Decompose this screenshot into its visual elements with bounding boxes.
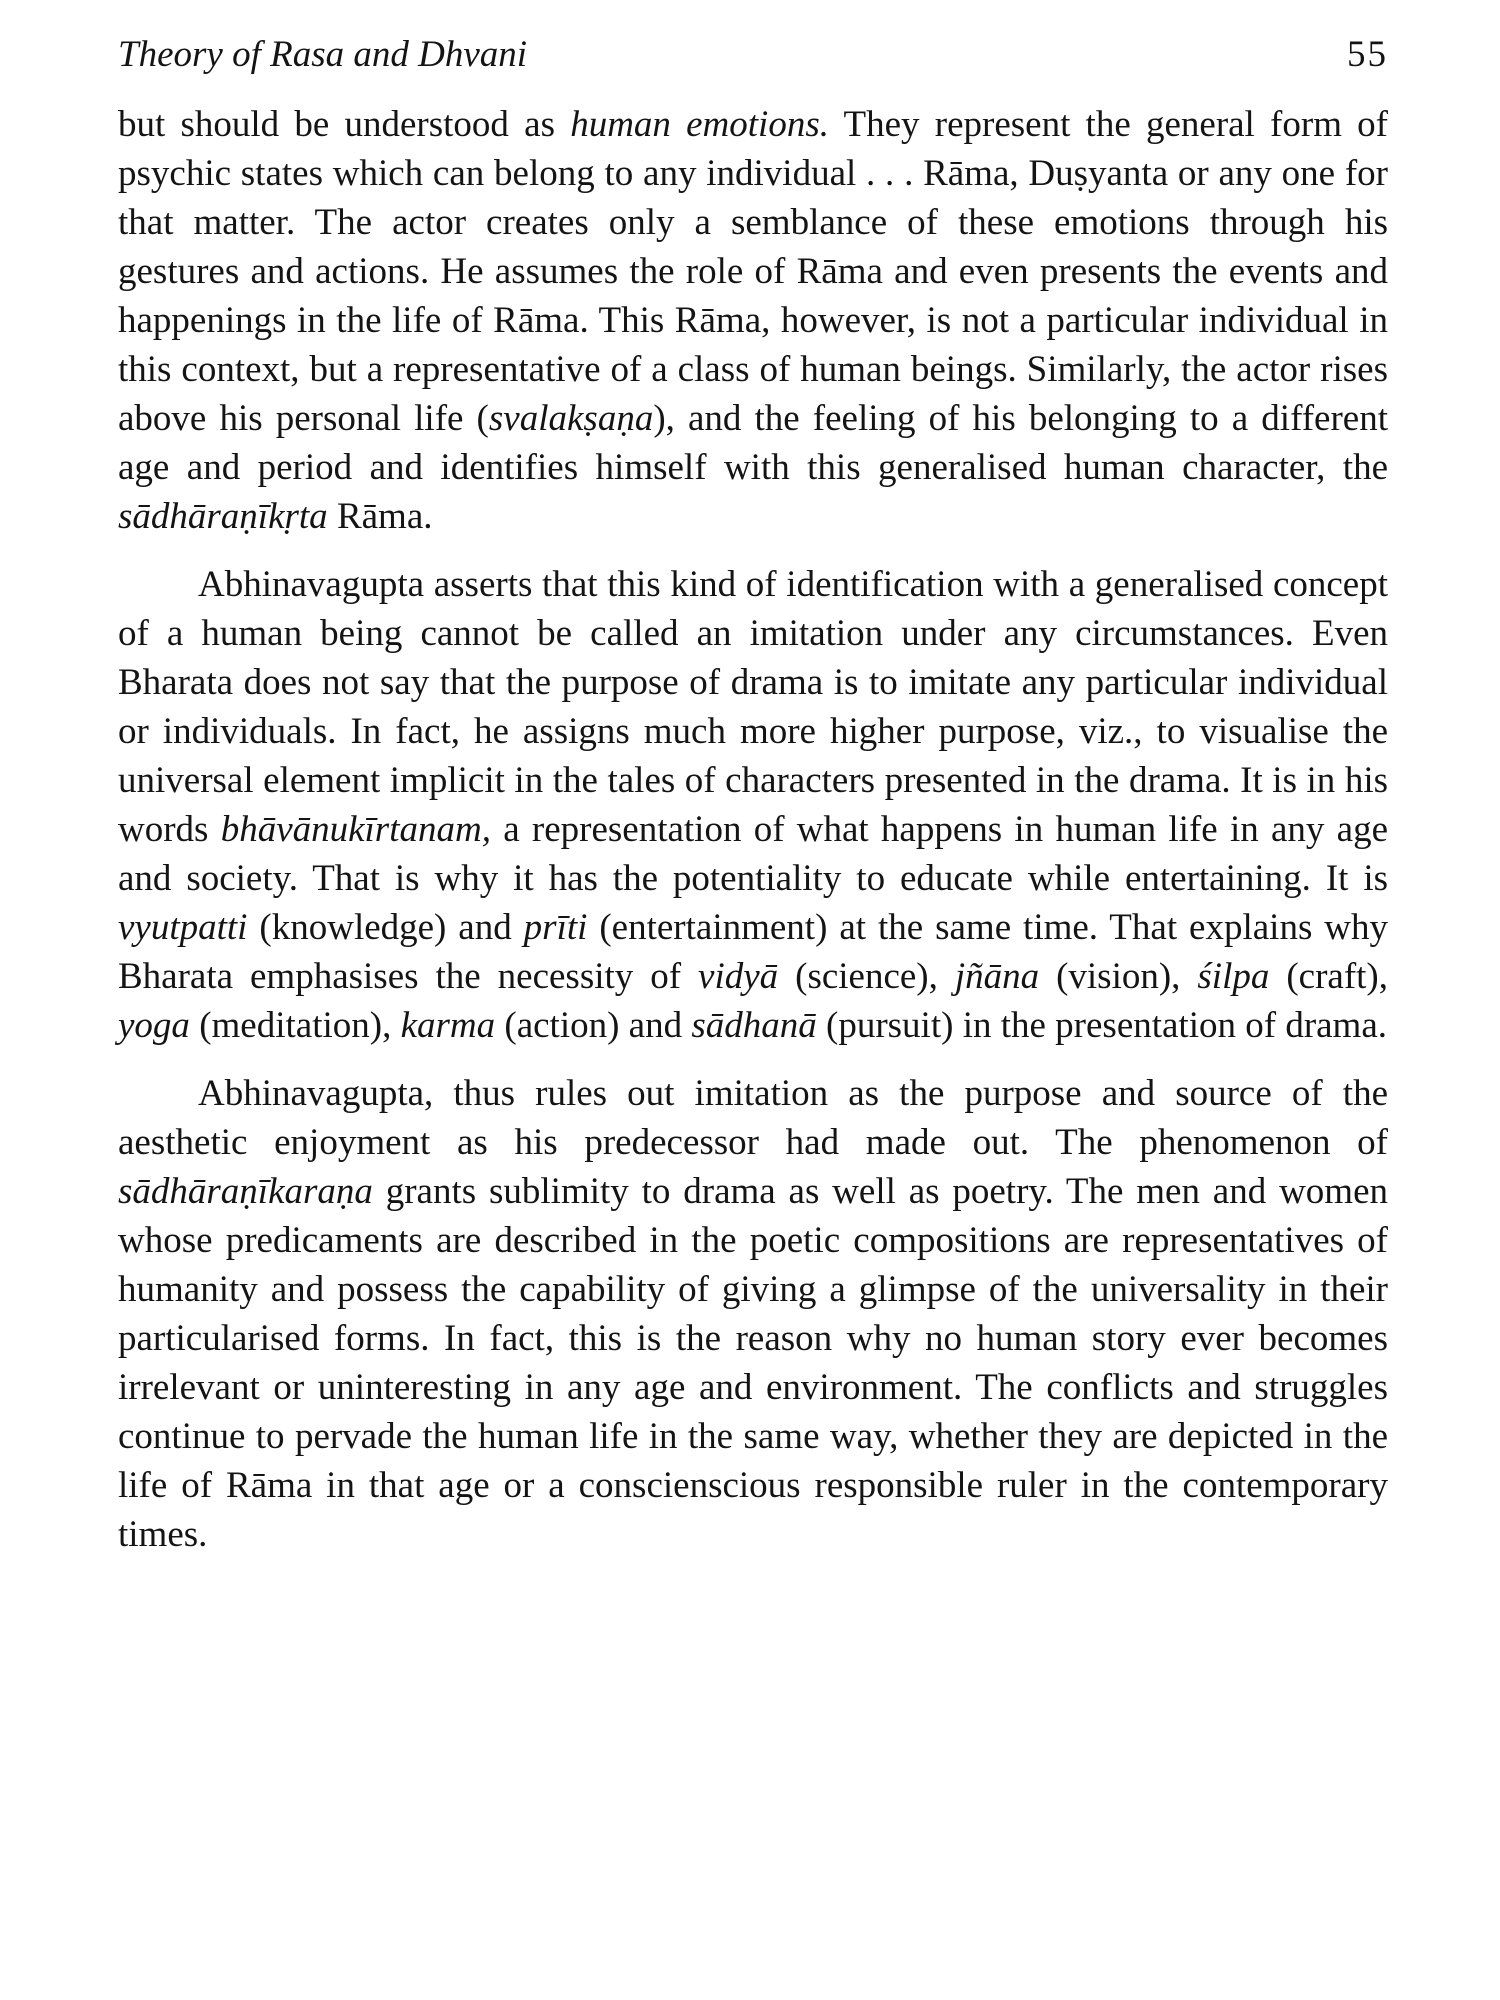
italic-term: yoga: [118, 1005, 190, 1046]
italic-term: sādhāraṇīkaraṇa: [118, 1171, 373, 1212]
page-number: 55: [1347, 34, 1388, 75]
paragraph-3: [118, 1069, 1388, 1559]
italic-term: vyutpatti: [118, 907, 248, 948]
text-run: (meditation),: [189, 1005, 401, 1046]
italic-term: svalakṣaṇa: [488, 398, 654, 439]
text-run: They represent the general form of psychic states which can belong to any individual . . . Rāma, Duṣyanta or any one for that matter. The actor creates only a semblance of these emotions through his gestures and actions. He assumes the role of Rāma and even presents the events and happenings in the life of Rāma. This Rāma, however, is not a particular individual in this context, but a representative of a class of human beings. Similarly, the actor rises above his personal life (: [118, 104, 1389, 439]
text-run: (vision),: [1039, 956, 1198, 997]
italic-term: sādhāraṇīkṛta: [118, 496, 328, 537]
italic-term: sādhanā: [691, 1005, 817, 1046]
text-run: Rāma.: [327, 496, 433, 537]
running-title: Theory of Rasa and Dhvani: [118, 34, 528, 75]
text-run: (entertainment) at the same time. That explains why Bharata emphasises the necessity of: [118, 907, 1388, 997]
italic-term: bhāvānukīrtanam,: [220, 809, 491, 850]
text-run: (knowledge) and: [247, 907, 524, 948]
italic-term: jñāna: [954, 956, 1040, 997]
running-head: [118, 30, 1388, 80]
text-run: (pursuit) in the presentation of drama.: [816, 1005, 1388, 1046]
italic-term: prīti: [523, 907, 588, 948]
body-text: [118, 100, 1388, 1559]
italic-term: śilpa: [1197, 956, 1270, 997]
italic-term: karma: [400, 1005, 496, 1046]
text-run: grants sublimity to drama as well as poetry. The men and women whose predicaments are described in the poetic compositions are representatives of humanity and possess the capability of giving a glimpse of the universality in their particularised forms. In fact, this is the reason why no human story ever becomes irrelevant or uninteresting in any age and environment. The conflicts and struggles continue to pervade the human life in the same way, whether they are depicted in the life of Rāma in that age or a conscienscious responsible ruler in the contemporary times.: [118, 1171, 1388, 1555]
text-run: a representation of what happens in human life in any age and society. That is why it has the potentiality to educate while entertaining. It is: [118, 809, 1388, 899]
italic-term: human emotions.: [570, 104, 829, 145]
text-run: ), and the feeling of his belonging to a different age and period and identifies himself with this generalised human character, the: [118, 398, 1388, 488]
text-run: (science),: [778, 956, 955, 997]
paragraph-2: [118, 560, 1388, 1050]
text-run: but should be understood as: [118, 104, 571, 145]
text-run: Abhinavagupta, thus rules out imitation as the purpose and source of the aesthetic enjoyment as his predecessor had made out. The phenomenon of: [118, 1073, 1388, 1163]
text-run: (craft),: [1269, 956, 1388, 997]
text-run: Abhinavagupta asserts that this kind of identification with a generalised concept of a human being cannot be called an imitation under any circumstances. Even Bharata does not say that the purpose of drama is to imitate any particular individual or individuals. In fact, he assigns much more higher purpose, viz., to visualise the universal element implicit in the tales of characters presented in the drama. It is in his words: [118, 564, 1388, 850]
text-run: (action) and: [495, 1005, 692, 1046]
paragraph-1: [118, 100, 1388, 541]
italic-term: vidyā: [698, 956, 779, 997]
